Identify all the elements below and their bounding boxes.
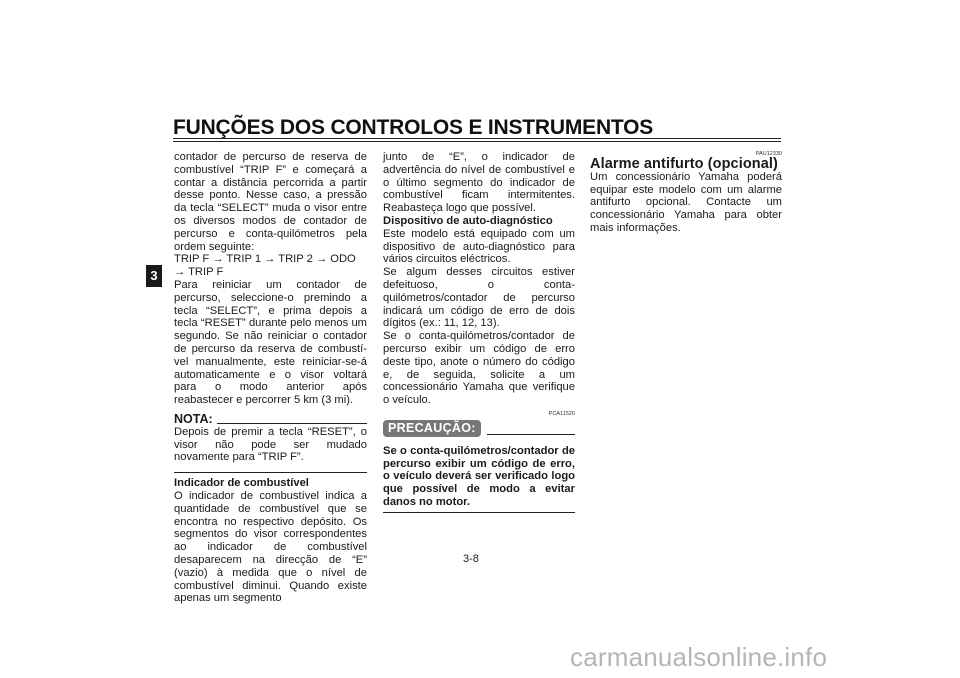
self-diagnosis-heading: Dispositivo de auto-diagnóstico — [383, 214, 553, 227]
self-diagnosis-text-3: Se o conta-quilómetros/contador de percurso exibir um código de erro deste tipo, anote o número do código e, de seguida, solicite a um concessionário Yamaha que verifique o veículo. — [383, 330, 575, 407]
watermark: carmanualsonline.info — [570, 642, 828, 672]
caution-end-rule — [383, 512, 575, 513]
note-rule — [217, 423, 367, 424]
middle-column — [383, 151, 575, 513]
fuel-gauge-heading: Indicador de combustível — [174, 477, 309, 490]
trip-sequence: TRIP F → TRIP 1 → TRIP 2 → ODO → TRIP F — [174, 253, 356, 279]
note-end-rule — [174, 472, 367, 473]
page-number: 3-8 — [463, 553, 479, 565]
fuel-gauge-text-continued: junto de “E”, o indicador de advertência do nível de combustível e o último segmento do indicador de combustível ficam intermitentes. Reabasteça logo que possível. — [383, 151, 575, 215]
left-column — [174, 151, 367, 605]
self-diagnosis-text-1: Este modelo está equipado com um dispositivo de auto-diagnóstico para vários circuitos eléctricos. — [383, 227, 575, 266]
anti-theft-alarm-heading: Alarme antifurto (opcional) — [590, 156, 778, 172]
right-column — [590, 151, 782, 235]
chapter-tab: 3 — [146, 265, 162, 287]
caution-rule — [487, 434, 575, 435]
page-title: FUNÇÕES DOS CONTROLOS E INSTRUMENTOS — [173, 116, 654, 139]
section-code: PAU12330 — [755, 151, 782, 157]
header-rule — [173, 138, 781, 139]
caution-text: Se o conta-quilómetros/contador de percurso exibir um código de erro, o veículo deverá ser verificado logo que possível de modo a evitar danos no motor. — [383, 444, 575, 508]
caution-code: PCA11520 — [548, 410, 575, 417]
fuel-reserve-trip-text: contador de percurso de reserva de combustível “TRIP F” e começará a contar a distância percorrida a partir desse ponto. Nesse caso, a pressão da tecla “SELECT” muda o visor entre os diversos modos de contador de percurso e conta-quilómetros pela ordem seguinte: — [174, 151, 367, 253]
self-diagnosis-text-2: Se algum desses circuitos estiver defeituoso, o conta-quilómetros/contador de percurso indicará um código de erro de dois dígitos (ex.: 11, 12, 13). — [383, 266, 575, 330]
caution-header — [383, 420, 575, 437]
header-rule-secondary — [173, 141, 781, 142]
note-header — [174, 413, 367, 426]
note-label: NOTA: — [174, 411, 213, 426]
note-text: Depois de premir a tecla “RESET”, o visor não pode ser mudado novamente para “TRIP F”. — [174, 425, 367, 464]
caution-badge: PRECAUÇÃO: — [383, 420, 481, 437]
anti-theft-alarm-text: Um concessionário Yamaha poderá equipar este modelo com um alarme antifurto opcional. Contacte um concessionário Yamaha para obter mais informações. — [590, 170, 782, 234]
fuel-gauge-text: O indicador de combustível indica a quantidade de combustível que se encontra no respectivo depósito. Os segmentos do visor correspondentes ao indicador de combustível desaparecem na direcção de “E” (vazio) à medida que o nível de combustível diminui. Quando existe apenas um segmento — [174, 489, 367, 605]
reset-instructions: Para reiniciar um contador de percurso, seleccione-o premindo a tecla “SELECT”, e prima depois a tecla “RESET” durante pelo menos um segundo. Se não reiniciar o contador de percurso da reserva de combustível manualmente, este reiniciar-se-á automaticamente e o visor voltará para o modo anterior após reabastecer e percorrer 5 km (3 mi). — [174, 278, 367, 407]
